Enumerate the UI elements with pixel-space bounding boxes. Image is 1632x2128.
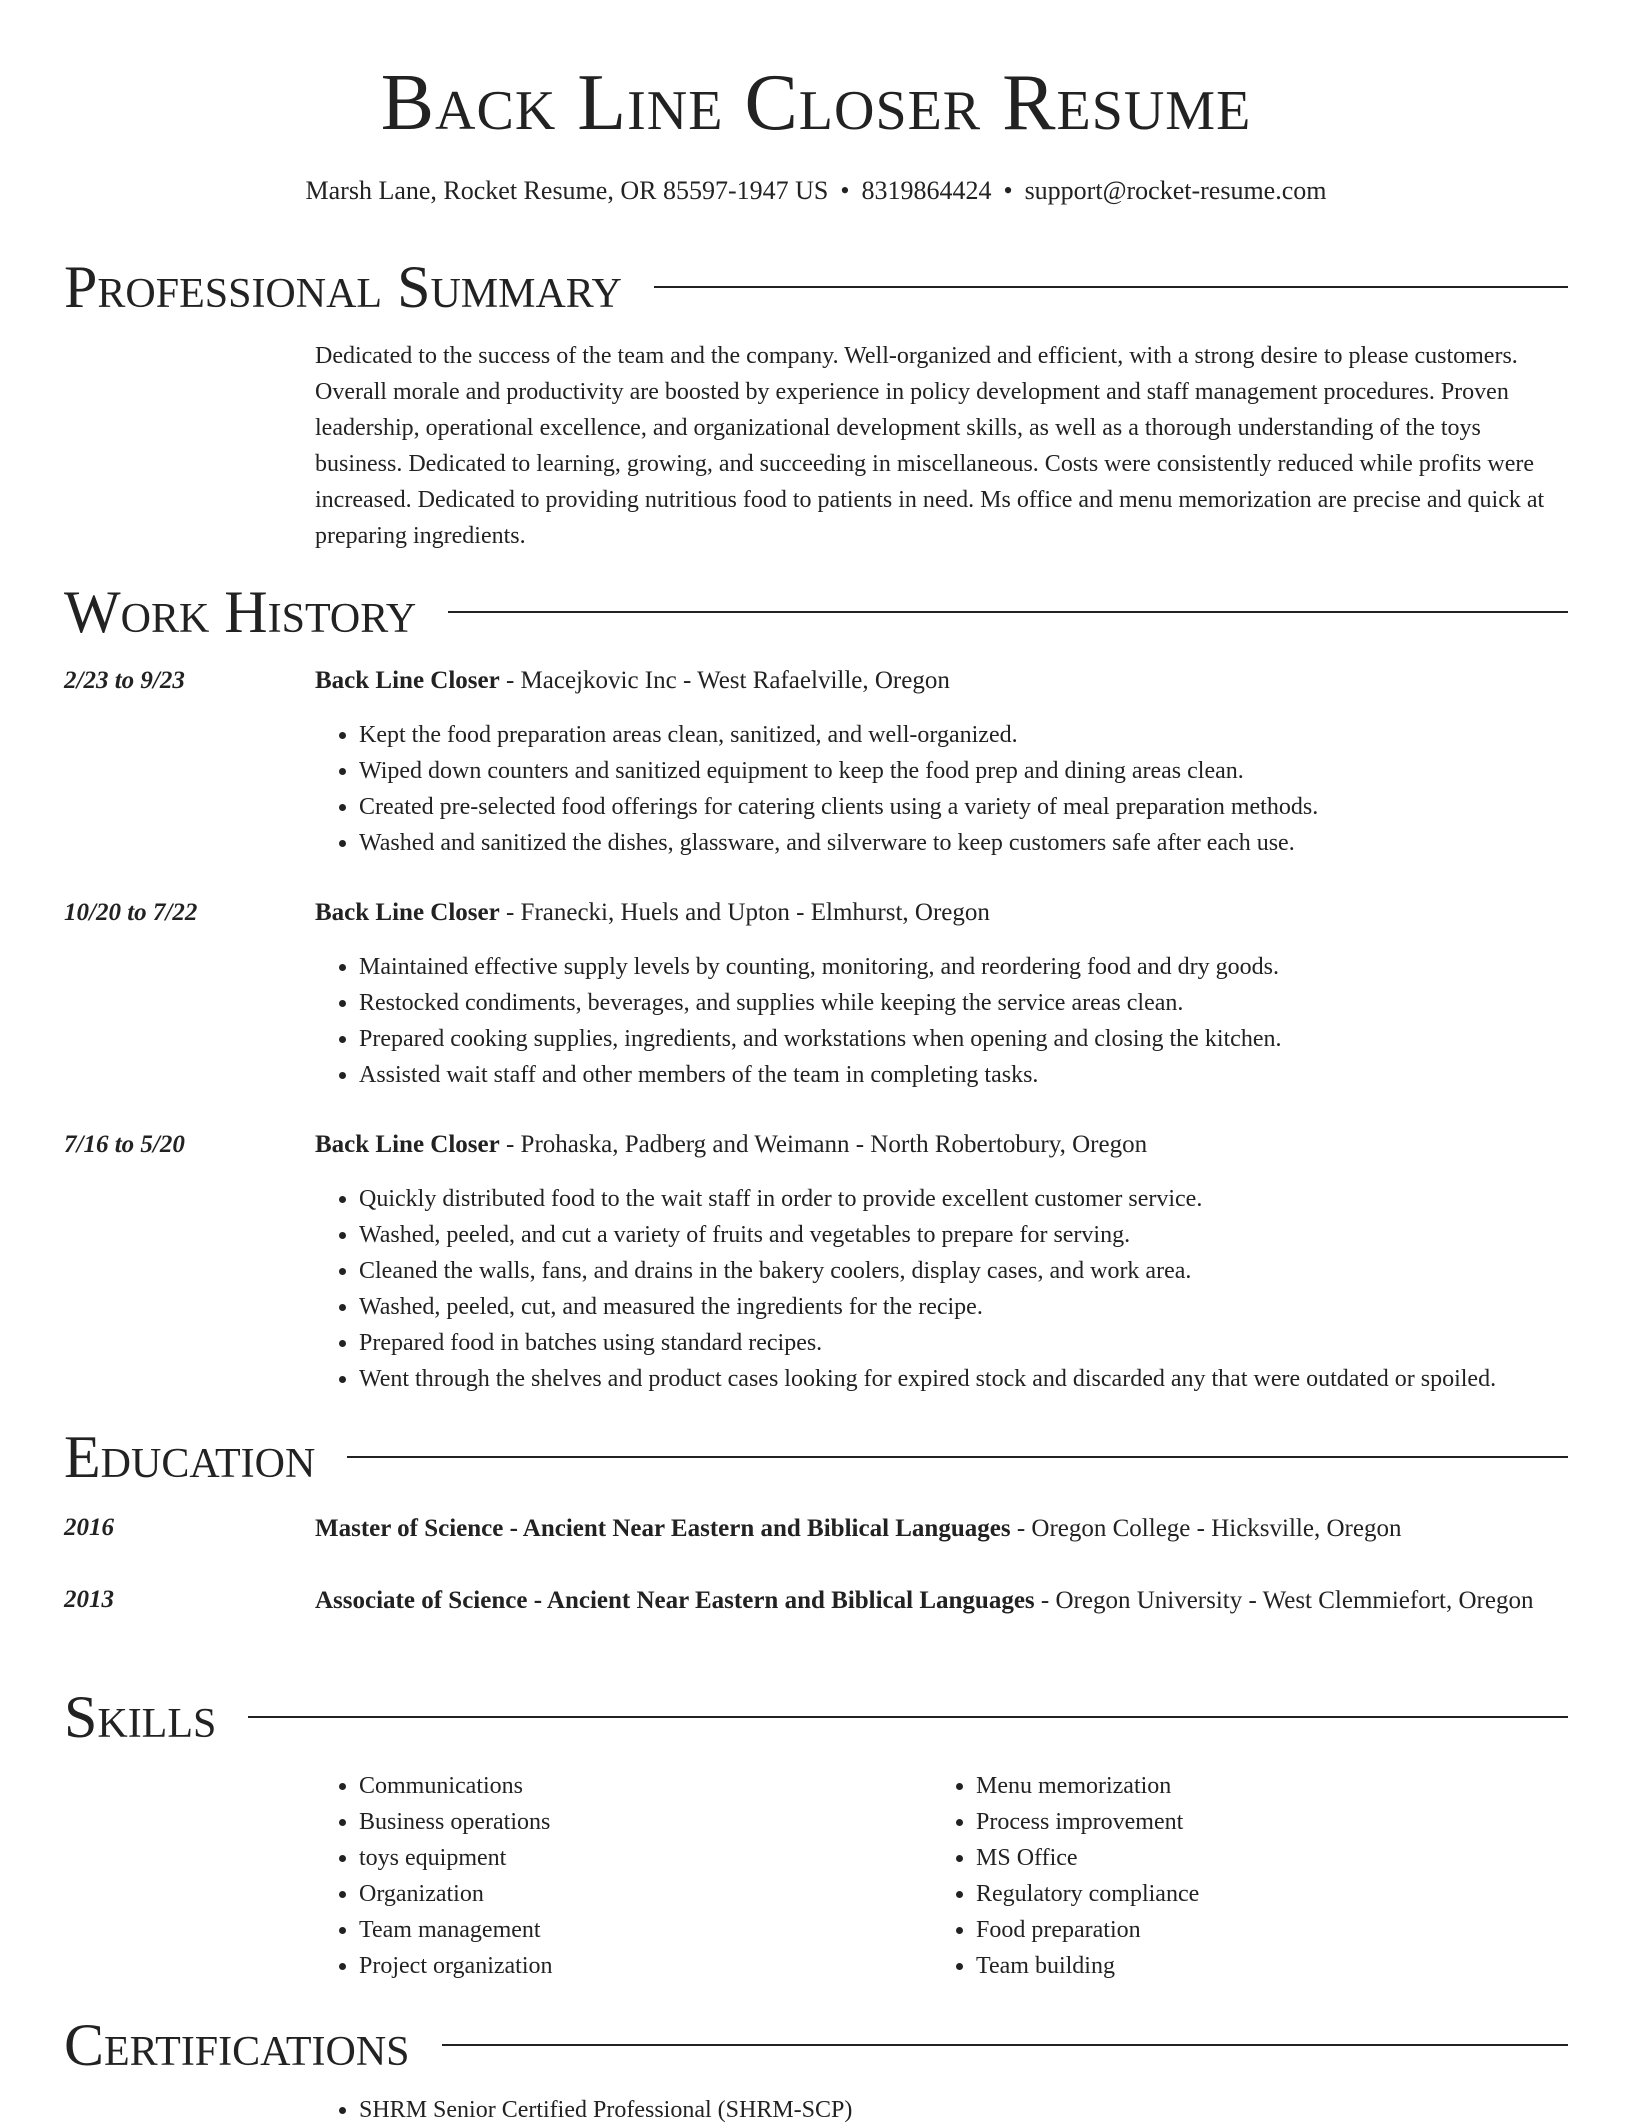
job-dates: 2/23 to 9/23 <box>64 667 185 694</box>
education-year: 2016 <box>64 1514 114 1541</box>
contact-separator: • <box>1003 176 1013 205</box>
list-item: • toys equipment <box>359 1840 929 1876</box>
summary-section-header <box>64 252 1568 322</box>
list-item: • Went through the shelves and product cases looking for expired stock and discarded any that were outdated or spoiled. <box>359 1361 1568 1397</box>
list-item: • Food preparation <box>976 1912 1546 1948</box>
list-item: • Maintained effective supply levels by counting, monitoring, and reordering food and dry goods. <box>359 949 1568 985</box>
list-item: • Regulatory compliance <box>976 1876 1546 1912</box>
list-item: • Project organization <box>359 1948 929 1984</box>
list-item: • Organization <box>359 1876 929 1912</box>
section-title: Professional Summary <box>64 254 622 320</box>
section-divider <box>448 611 1568 613</box>
job-details: - Macejkovic Inc - West Rafaelville, Oregon <box>499 667 950 694</box>
summary-text: Dedicated to the success of the team and the company. Well-organized and efficient, with a strong desire to please customers. Overall morale and productivity are boosted by experience in policy development and staff management procedures. Proven leadership, operational excellence, and organizational development skills, as well as a thorough understanding of the toys business. Dedicated to learning, growing, and succeeding in miscellaneous. Costs were consistently reduced while profits were increased. Dedicated to providing nutritious food to patients in need. Ms office and menu memorization are precise and quick at preparing ingredients. <box>315 343 1545 549</box>
job-heading <box>315 895 1568 931</box>
list-item: • Prepared cooking supplies, ingredients, and workstations when opening and closing the kitchen. <box>359 1021 1568 1057</box>
section-title: Certifications <box>64 2012 410 2078</box>
education-year: 2013 <box>64 1586 114 1613</box>
skills-section-header <box>64 1682 1568 1752</box>
degree-title: Master of Science - Ancient Near Eastern and Biblical Languages <box>315 1515 1011 1542</box>
education-section-header <box>64 1422 1568 1492</box>
job-dates: 10/20 to 7/22 <box>64 899 198 926</box>
list-item: • Quickly distributed food to the wait staff in order to provide excellent customer service. <box>359 1181 1568 1217</box>
phone-text: 8319864424 <box>861 176 992 205</box>
certifications-section-header <box>64 2010 1568 2080</box>
email-link[interactable]: support@rocket-resume.com <box>1024 176 1327 205</box>
list-item: • Business operations <box>359 1804 929 1840</box>
list-item: • Team building <box>976 1948 1546 1984</box>
section-divider <box>654 286 1568 288</box>
address-text: Marsh Lane, Rocket Resume, OR 85597-1947 US <box>305 176 829 205</box>
job-bullets <box>315 949 1568 1093</box>
list-item: • SHRM Senior Certified Professional (SHRM-SCP) <box>359 2092 1568 2128</box>
degree-title: Associate of Science - Ancient Near Eastern and Biblical Languages <box>315 1587 1035 1614</box>
job-heading <box>315 1127 1568 1163</box>
contact-line <box>64 174 1568 208</box>
job-title: Back Line Closer <box>315 899 500 926</box>
skills-list-left <box>315 1768 929 1984</box>
education-heading <box>315 1510 1568 1548</box>
section-title: Work History <box>64 579 417 645</box>
list-item: • Washed, peeled, and cut a variety of fruits and vegetables to prepare for serving. <box>359 1217 1568 1253</box>
job-title: Back Line Closer <box>315 1131 500 1158</box>
contact-separator: • <box>840 176 850 205</box>
list-item: • Created pre-selected food offerings for catering clients using a variety of meal preparation methods. <box>359 789 1568 825</box>
list-item: • Team management <box>359 1912 929 1948</box>
education-heading <box>315 1582 1568 1620</box>
job-bullets <box>315 1181 1568 1397</box>
section-title: Education <box>64 1424 316 1490</box>
section-divider <box>248 1716 1568 1718</box>
job-details: - Prohaska, Padberg and Weimann - North Robertobury, Oregon <box>499 1131 1148 1158</box>
list-item: • Process improvement <box>976 1804 1546 1840</box>
work-section-header <box>64 577 1568 647</box>
list-item: • Assisted wait staff and other members of the team in completing tasks. <box>359 1057 1568 1093</box>
list-item: • Communications <box>359 1768 929 1804</box>
section-divider <box>347 1456 1568 1458</box>
list-item: • Wiped down counters and sanitized equipment to keep the food prep and dining areas clean. <box>359 753 1568 789</box>
job-heading <box>315 663 1568 699</box>
certifications-list <box>315 2092 1568 2128</box>
job-details: - Franecki, Huels and Upton - Elmhurst, Oregon <box>499 899 990 926</box>
skills-list-right <box>932 1768 1546 1984</box>
list-item: • Restocked condiments, beverages, and supplies while keeping the service areas clean. <box>359 985 1568 1021</box>
list-item: • Cleaned the walls, fans, and drains in the bakery coolers, display cases, and work area. <box>359 1253 1568 1289</box>
list-item: • Prepared food in batches using standard recipes. <box>359 1325 1568 1361</box>
resume-title: Back Line Closer Resume <box>380 59 1252 147</box>
list-item: • Menu memorization <box>976 1768 1546 1804</box>
job-dates: 7/16 to 5/20 <box>64 1131 185 1158</box>
list-item: • Washed and sanitized the dishes, glassware, and silverware to keep customers safe after each use. <box>359 825 1568 861</box>
job-title: Back Line Closer <box>315 667 500 694</box>
section-title: Skills <box>64 1684 217 1750</box>
section-divider <box>442 2044 1568 2046</box>
list-item: • Washed, peeled, cut, and measured the ingredients for the recipe. <box>359 1289 1568 1325</box>
job-bullets <box>315 717 1568 861</box>
list-item: • MS Office <box>976 1840 1546 1876</box>
education-details: - Oregon College - Hicksville, Oregon <box>1010 1515 1402 1542</box>
education-details: - Oregon University - West Clemmiefort, Oregon <box>1034 1587 1534 1614</box>
list-item: • Kept the food preparation areas clean, sanitized, and well-organized. <box>359 717 1568 753</box>
